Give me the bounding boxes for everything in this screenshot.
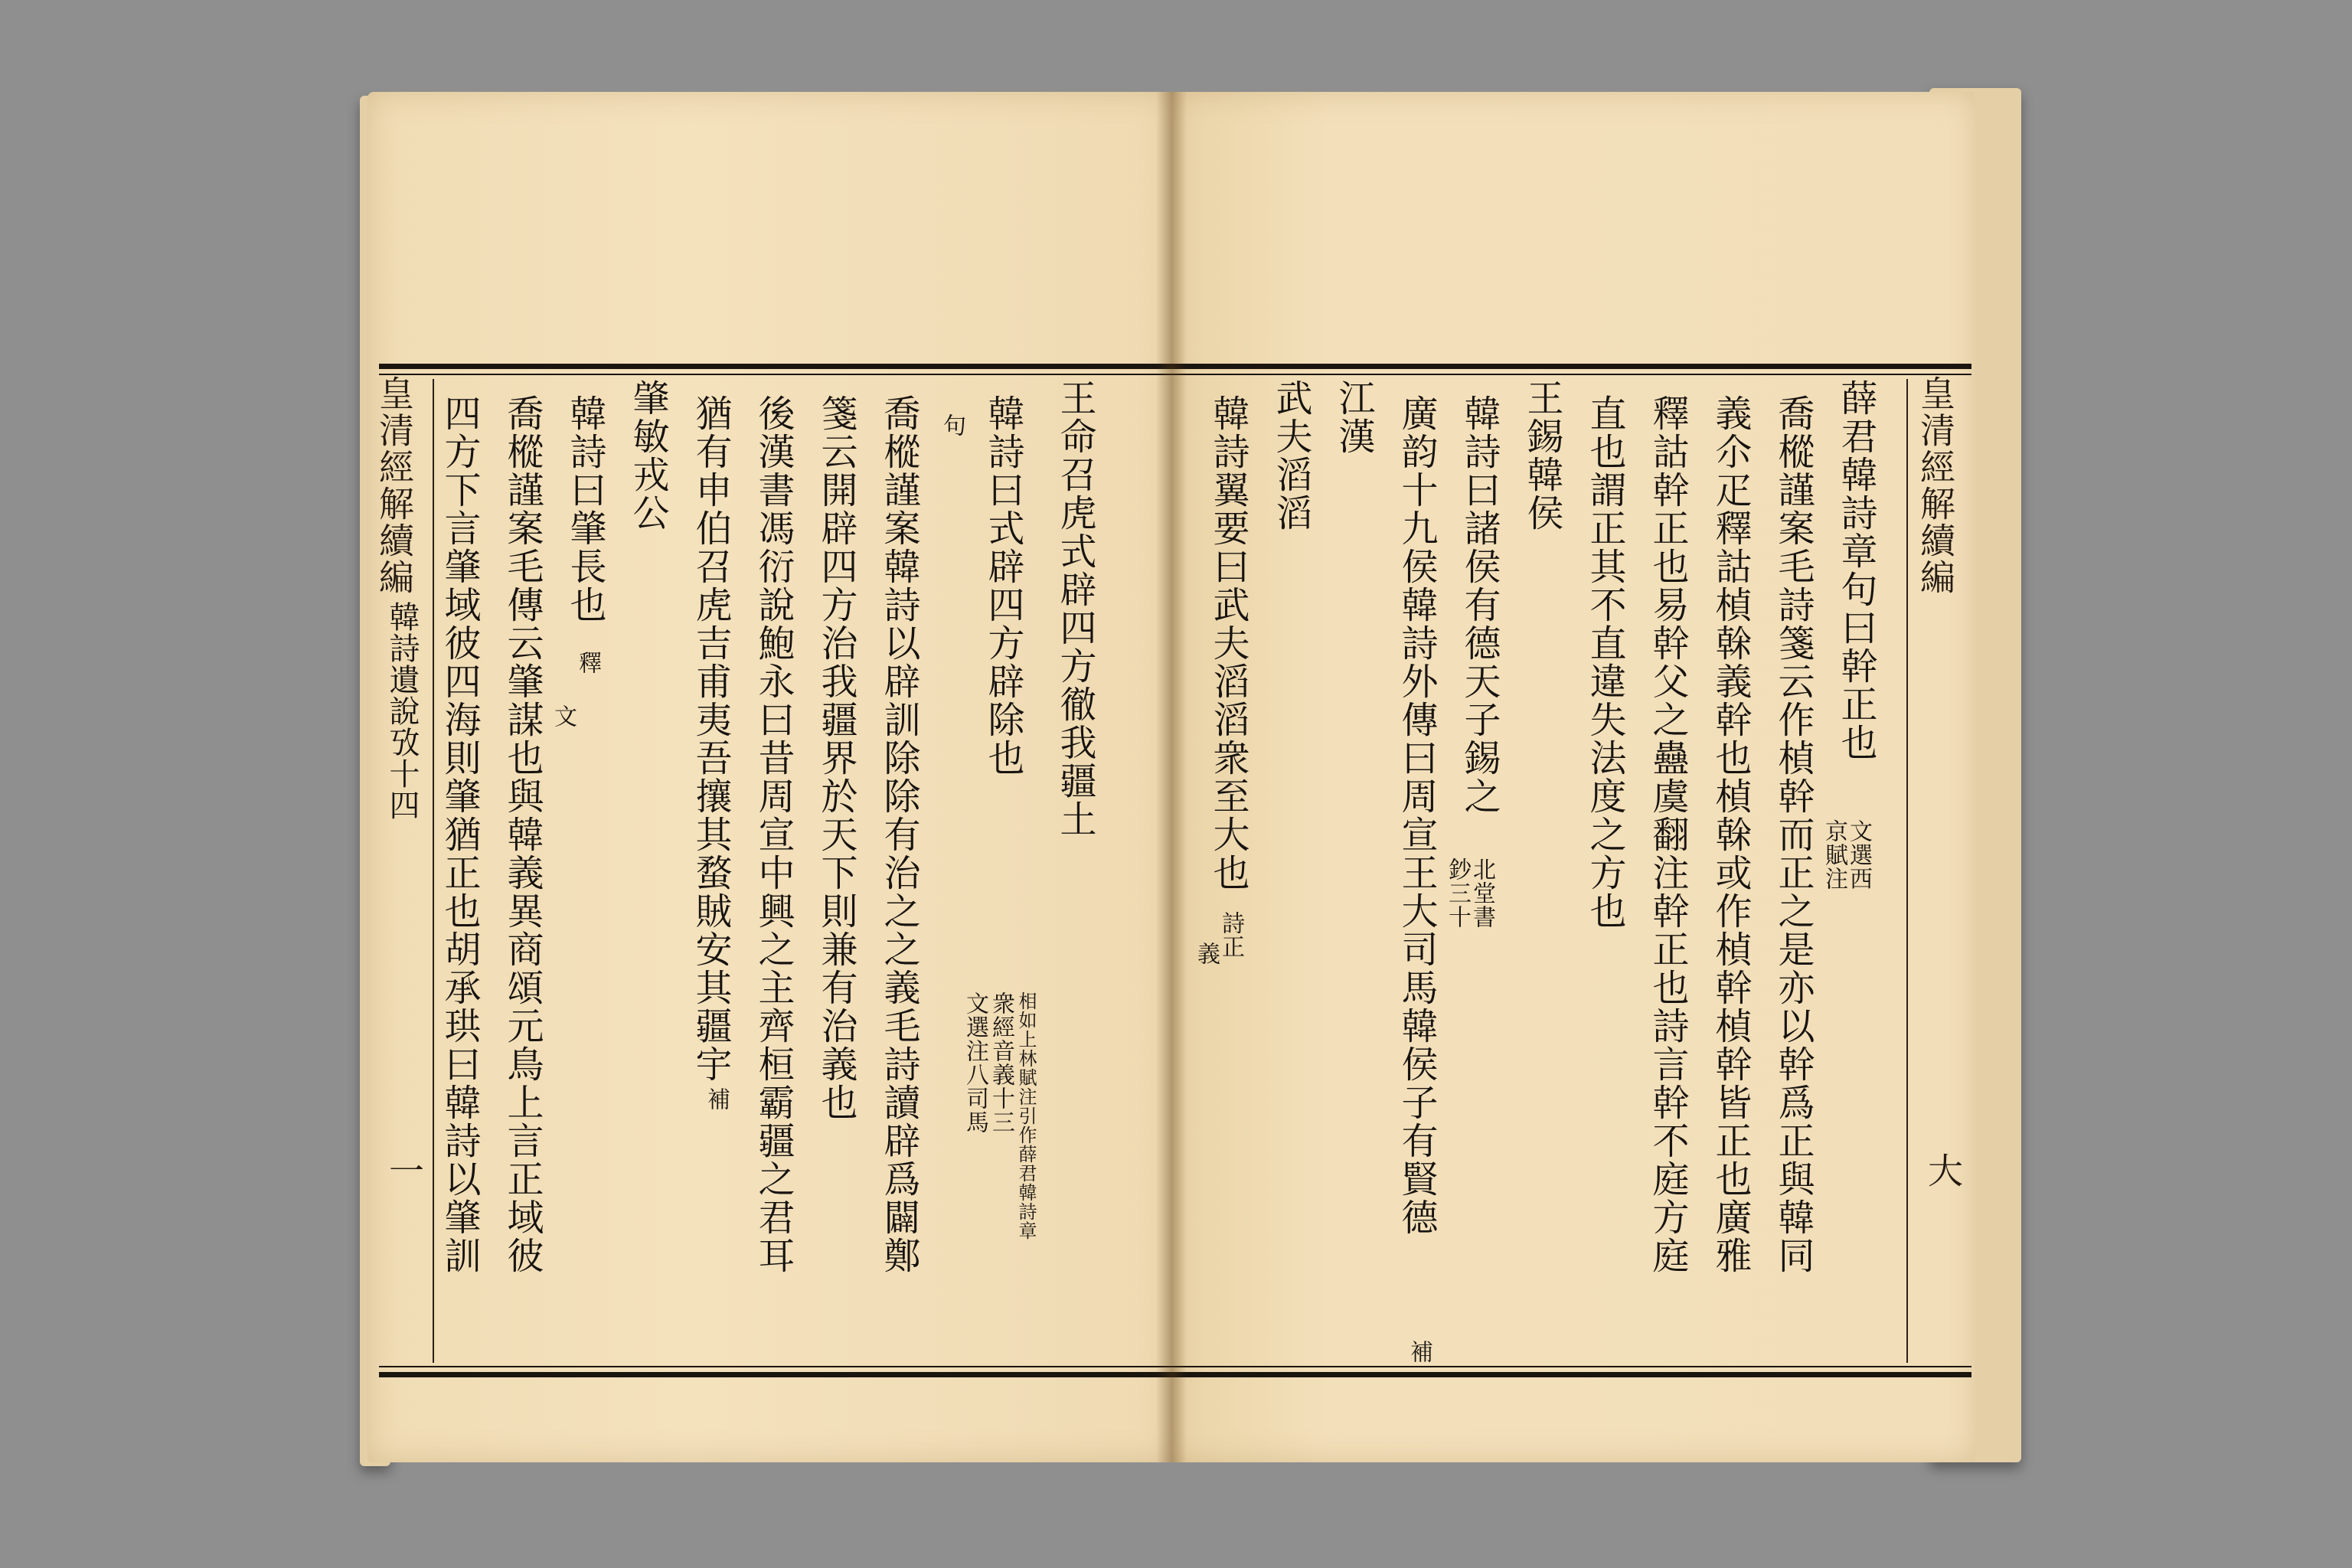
annotation-note: 文選注八司馬	[962, 991, 988, 1134]
text-column: 喬樅謹案毛詩箋云作楨幹而正之是亦以幹爲正與韓同	[1772, 394, 1815, 1275]
annotation-note: 相如上林賦注引作薛君韓詩章	[1015, 991, 1037, 1240]
right-page	[1171, 92, 1975, 1462]
text-column: 薛君韓詩章句曰幹正也	[1834, 379, 1877, 762]
annotation-note: 詩正	[1217, 911, 1244, 959]
annotation-note: 衆經音義十三	[988, 991, 1014, 1134]
text-column: 喬樅謹案毛傳云肇謀也與韓義異商頌元鳥上言正域彼	[501, 394, 544, 1275]
annotation-note: 補	[703, 1087, 730, 1111]
text-column: 肇敏戎公	[626, 379, 669, 532]
text-column: 直也謂正其不直違失法度之方也	[1583, 394, 1626, 930]
left-page	[368, 92, 1171, 1462]
text-column: 喬樅謹案韓詩以辟訓除除有治之之義毛詩讀辟爲闢鄭	[877, 394, 920, 1275]
annotation-note: 鈔三十	[1444, 858, 1471, 929]
annotation-note: 補	[1406, 1340, 1432, 1364]
annotation-note: 釋	[574, 651, 601, 675]
text-column: 王命召虎式辟四方徹我疆土	[1054, 379, 1096, 838]
right-margin-title: 皇清經解續編	[1915, 375, 1956, 596]
open-book	[360, 84, 2021, 1478]
text-column: 義尒疋釋詁楨榦義幹也楨榦或作楨幹楨幹皆正也廣雅	[1709, 394, 1752, 1275]
text-column: 韓詩翼要曰武夫滔滔衆至大也	[1207, 394, 1250, 892]
text-column: 箋云開辟四方治我疆界於天下則兼有治義也	[815, 394, 858, 1122]
annotation-note: 義	[1193, 942, 1220, 965]
annotation-note: 文選西	[1845, 819, 1872, 890]
annotation-note: 北堂書	[1468, 858, 1495, 929]
annotation-note: 句	[939, 413, 965, 437]
text-column: 釋詁幹正也易幹父之蠱虞翻注幹正也詩言幹不庭方庭	[1646, 394, 1689, 1275]
text-column: 武夫滔滔	[1269, 379, 1312, 532]
book-gutter	[1156, 92, 1187, 1462]
left-section-label: 韓詩遺說攷十四	[384, 601, 420, 821]
text-column: 四方下言肇域彼四海則肇猶正也胡承珙曰韓詩以肇訓	[438, 394, 481, 1275]
text-column: 韓詩曰肇長也	[564, 394, 606, 624]
left-margin-title: 皇清經解續編	[374, 375, 415, 596]
text-column: 江漢	[1332, 379, 1375, 456]
text-column: 廣韵十九侯韓詩外傳曰周宣王大司馬韓侯子有賢德	[1395, 394, 1438, 1236]
annotation-note: 京賦注	[1821, 819, 1847, 890]
text-column: 韓詩曰諸侯有德天子錫之	[1458, 394, 1501, 815]
annotation-note: 文	[550, 704, 577, 728]
text-column: 韓詩曰式辟四方辟除也	[982, 394, 1024, 777]
right-leaf-number: 大	[1922, 1152, 1964, 1189]
left-leaf-number: 一	[384, 1152, 425, 1189]
text-column: 猶有申伯召虎吉甫夷吾攘其蝥賊安其疆宇	[689, 394, 732, 1083]
text-column: 後漢書馮衍說鮑永曰昔周宣中興之主齊桓霸疆之君耳	[752, 394, 795, 1275]
text-column: 王錫韓侯	[1521, 379, 1563, 532]
